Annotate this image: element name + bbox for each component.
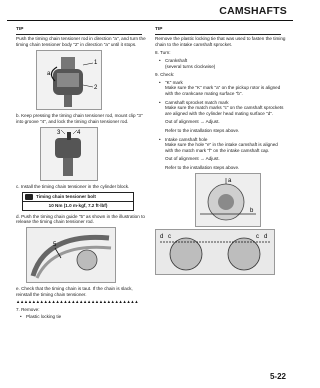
- k-mark-text: Make sure the "K" mark "a" on the pickup rotor is aligned with the crankcase mating surface "b".: [165, 85, 281, 96]
- sprocket-label-d2: d: [264, 234, 268, 241]
- tip-text: Push the timing chain tensioner rod in direction "a", and turn the timing chain tensioner body "2" in direction "a" until it stops.: [16, 36, 146, 47]
- tensioner-illustration-2: [41, 128, 97, 180]
- step-8-item: • Crankshaft: [155, 58, 287, 64]
- pickup-rotor-illustration: [196, 174, 260, 226]
- rotor-label-a: a: [228, 178, 232, 185]
- out-of-alignment: Out of alignment → Adjust.: [165, 119, 220, 125]
- intake-hole-text: Make sure the hole "e" in the intake camshaft is aligned with the match mark "f" on the intake camshaft cap.: [165, 142, 278, 153]
- sprocket-label-c1: c: [168, 234, 171, 241]
- header-rule: [7, 20, 293, 21]
- figure-tensioner-1: [36, 50, 102, 110]
- right-column: [155, 27, 287, 275]
- end-marks: ▲▲▲▲▲▲▲▲▲▲▲▲▲▲▲▲▲▲▲▲▲▲▲▲▲▲▲▲▲▲▲: [16, 299, 139, 305]
- figure-pickup-rotor: [195, 173, 261, 227]
- step-8-note: (several turns clockwise): [165, 63, 216, 69]
- tip-label-right: TIP: [155, 27, 163, 32]
- tip-rule: [16, 34, 142, 35]
- torque-wrench-icon: [25, 194, 33, 200]
- rotor-label-b: b: [250, 208, 254, 215]
- spec-title: Timing chain tensioner bolt: [36, 194, 96, 200]
- tip-text-right: Remove the plastic locking tie that was used to fasten the timing chain to the intake camshaft sprocket.: [155, 36, 286, 47]
- sprocket-label-c2: c: [256, 234, 259, 241]
- step-d: d. Push the timing chain guide "5" as shown in the illustration to release the timing chain tensioner rod.: [16, 213, 145, 225]
- fig1-label-1: 1: [94, 60, 98, 67]
- spec-value: 10 Nm (1.0 m·kgf, 7.2 ft·lbf): [48, 203, 108, 209]
- fig1-label-2: 2: [94, 85, 98, 92]
- figure-camshaft-sprockets: [155, 229, 275, 275]
- page-number: 5-22: [269, 372, 286, 381]
- figure-tensioner-2: [40, 127, 98, 181]
- sprocket-label-d1: d: [160, 234, 164, 241]
- tip-label: TIP: [16, 27, 24, 32]
- out-of-alignment-2: Out of alignment → Adjust.: [165, 156, 220, 162]
- step-9: 9. Check:: [155, 72, 175, 78]
- camshaft-sprockets-illustration: [156, 230, 274, 274]
- page-title: CAMSHAFTS: [219, 5, 287, 17]
- left-column: [16, 27, 148, 320]
- fig2-label-4: 4: [77, 129, 81, 136]
- cam-mark-text: Make sure the match marks "c" on the camshaft sprockets are aligned with the cylinder head mating surface "d".: [165, 105, 284, 116]
- tip-rule-right: [155, 34, 281, 35]
- step-b: b. Keep pressing the timing chain tensioner rod, mount clip "3" into groove "4", and lock the timing chain tensioner rod.: [16, 113, 143, 124]
- step-8: 8. Turn:: [155, 50, 171, 56]
- fig2-label-3: 3: [57, 129, 61, 136]
- refer-text: Refer to the installation steps above.: [165, 127, 240, 133]
- fig1-label-a: a: [47, 71, 51, 78]
- refer-text-2: Refer to the installation steps above.: [165, 164, 240, 170]
- torque-spec-box: [22, 192, 134, 211]
- step-7: 7. Remove:: [16, 306, 40, 312]
- figure-chain-guide: [26, 227, 116, 283]
- step-e: e. Check that the timing chain is taut. If the chain is slack, reinstall the timing chain tensioner.: [16, 285, 133, 297]
- tensioner-illustration-1: [37, 51, 101, 109]
- chain-guide-illustration: [27, 228, 115, 282]
- step-7-item: • Plastic locking tie: [16, 314, 148, 320]
- k-mark-heading: • "K" mark: [155, 80, 287, 86]
- cam-mark-heading: • Camshaft sprocket match mark: [155, 100, 287, 106]
- intake-hole-heading: • Intake camshaft hole: [155, 137, 287, 143]
- fig3-label-5: 5: [53, 241, 57, 248]
- page-header: [7, 0, 293, 22]
- step-c: c. Install the timing chain tensioner in the cylinder block.: [16, 183, 130, 189]
